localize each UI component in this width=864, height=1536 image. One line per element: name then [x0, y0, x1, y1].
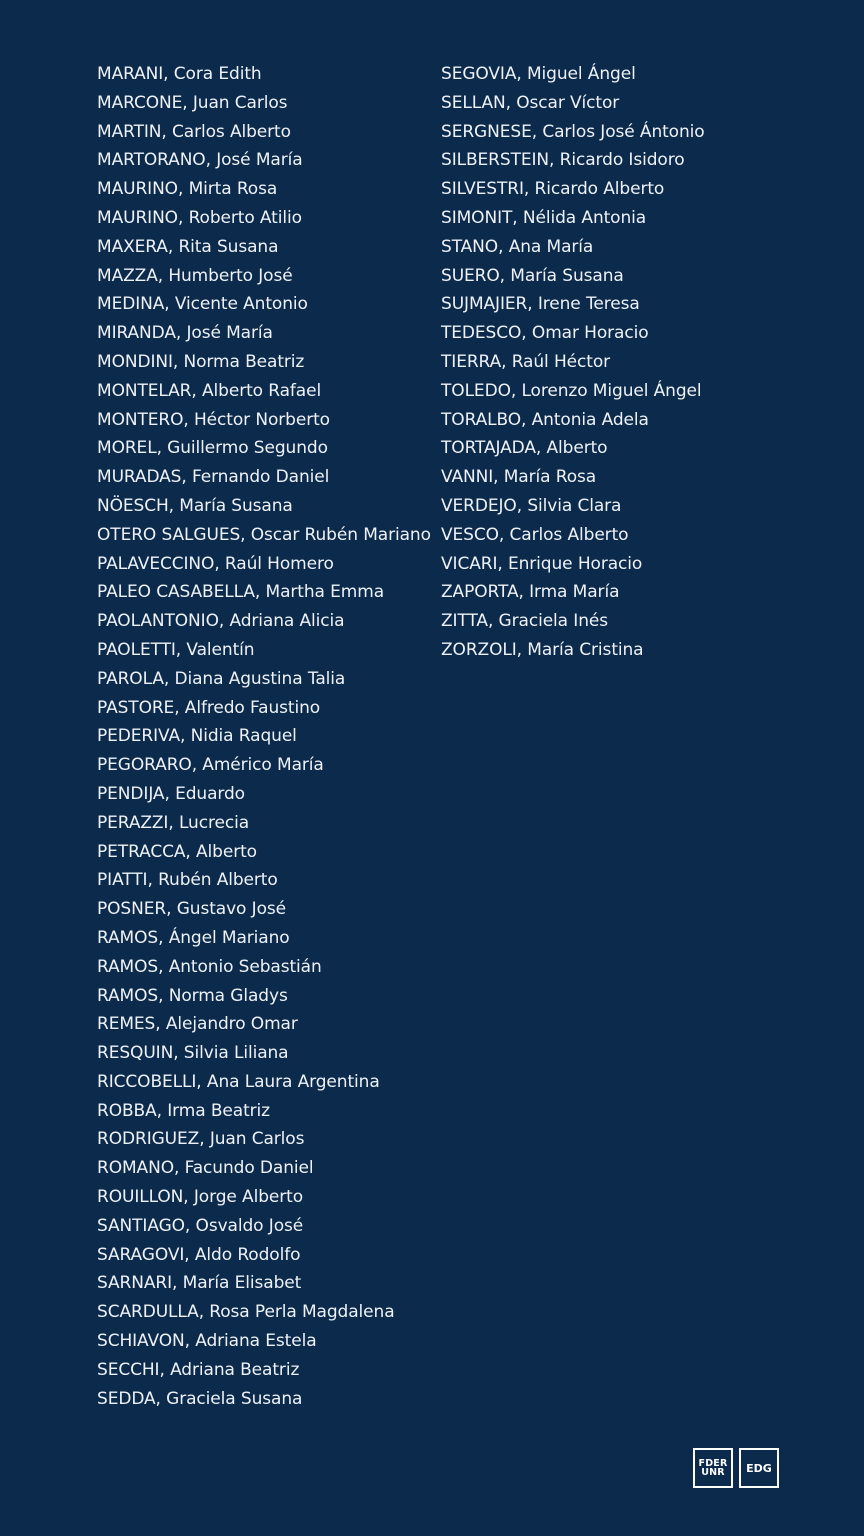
name-entry: ROMANO, Facundo Daniel: [97, 1158, 314, 1179]
name-entry: MAZZA, Humberto José: [97, 265, 293, 286]
name-entry: MURADAS, Fernando Daniel: [97, 467, 330, 488]
name-entry: SILBERSTEIN, Ricardo Isidoro: [441, 150, 685, 171]
name-entry: RESQUIN, Silvia Liliana: [97, 1043, 289, 1064]
name-entry: PIATTI, Rubén Alberto: [97, 870, 278, 891]
name-entry: TOLEDO, Lorenzo Miguel Ángel: [441, 380, 702, 401]
name-entry: MAURINO, Mirta Rosa: [97, 179, 278, 200]
fder-logo-line1: FDER: [698, 1457, 728, 1469]
name-entry: OTERO SALGUES, Oscar Rubén Mariano: [97, 524, 431, 545]
name-entry: SCARDULLA, Rosa Perla Magdalena: [97, 1302, 395, 1323]
name-entry: VERDEJO, Silvia Clara: [441, 495, 622, 516]
name-entry: MONDINI, Norma Beatriz: [97, 351, 305, 372]
name-entry: RICCOBELLI, Ana Laura Argentina: [97, 1071, 380, 1092]
name-entry: MARANI, Cora Edith: [97, 64, 262, 84]
name-entry: SCHIAVON, Adriana Estela: [97, 1331, 317, 1352]
name-entry: ROBBA, Irma Beatriz: [97, 1100, 270, 1121]
name-entry: SARNARI, María Elisabet: [97, 1273, 302, 1294]
name-entry: RAMOS, Norma Gladys: [97, 985, 288, 1006]
name-entry: SECCHI, Adriana Beatriz: [97, 1359, 300, 1380]
name-entry: SARAGOVI, Aldo Rodolfo: [97, 1244, 301, 1265]
name-entry: TEDESCO, Omar Horacio: [441, 323, 649, 344]
name-entry: SANTIAGO, Osvaldo José: [97, 1215, 304, 1236]
name-entry: MARTORANO, José María: [97, 150, 303, 171]
name-entry: TORALBO, Antonia Adela: [441, 409, 649, 430]
name-entry: PALAVECCINO, Raúl Homero: [97, 553, 334, 574]
name-entry: MONTERO, Héctor Norberto: [97, 409, 330, 430]
name-entry: ZITTA, Graciela Inés: [441, 611, 609, 632]
name-entry: REMES, Alejandro Omar: [97, 1014, 298, 1035]
name-entry: ZORZOLI, María Cristina: [441, 639, 644, 660]
name-entry: RAMOS, Antonio Sebastián: [97, 956, 322, 977]
name-entry: RODRIGUEZ, Juan Carlos: [97, 1129, 305, 1150]
name-entry: PEGORARO, Américo María: [97, 755, 324, 776]
name-entry: SEDDA, Graciela Susana: [97, 1388, 303, 1409]
name-entry: PETRACCA, Alberto: [97, 841, 257, 862]
name-entry: PEDERIVA, Nidia Raquel: [97, 726, 297, 747]
name-entry: SUERO, María Susana: [441, 265, 624, 286]
footer-logos: [693, 1448, 779, 1488]
name-entry: MARTIN, Carlos Alberto: [97, 121, 291, 142]
name-entry: SUJMAJIER, Irene Teresa: [441, 294, 640, 315]
name-entry: PASTORE, Alfredo Faustino: [97, 697, 321, 718]
name-entry: POSNER, Gustavo José: [97, 899, 286, 920]
name-entry: NÖESCH, María Susana: [97, 495, 293, 516]
name-entry: TIERRA, Raúl Héctor: [441, 351, 611, 372]
name-entry: VANNI, María Rosa: [441, 467, 597, 488]
name-entry: SILVESTRI, Ricardo Alberto: [441, 179, 665, 200]
name-entry: PENDIJA, Eduardo: [97, 783, 245, 804]
name-entry: RAMOS, Ángel Mariano: [97, 927, 290, 948]
name-entry: PALEO CASABELLA, Martha Emma: [97, 582, 385, 603]
name-entry: STANO, Ana María: [441, 236, 594, 257]
edg-logo-text: EDG: [746, 1461, 772, 1475]
name-entry: SERGNESE, Carlos José Ántonio: [441, 121, 705, 142]
name-entry: PAOLANTONIO, Adriana Alicia: [97, 611, 345, 632]
name-entry: TORTAJADA, Alberto: [441, 438, 608, 459]
name-entry: VICARI, Enrique Horacio: [441, 553, 643, 574]
name-entry: SIMONIT, Nélida Antonia: [441, 207, 647, 228]
name-entry: ZAPORTA, Irma María: [441, 582, 620, 603]
name-entry: MONTELAR, Alberto Rafael: [97, 380, 322, 401]
name-entry: MIRANDA, José María: [97, 323, 273, 344]
name-entry: PAROLA, Diana Agustina Talia: [97, 668, 346, 689]
name-entry: PAOLETTI, Valentín: [97, 639, 255, 660]
name-entry: SEGOVIA, Miguel Ángel: [441, 64, 636, 84]
fder-logo-line2: UNR: [701, 1467, 725, 1478]
name-entry: PERAZZI, Lucrecia: [97, 812, 250, 833]
name-entry: MOREL, Guillermo Segundo: [97, 438, 328, 459]
names-column-left: [97, 60, 431, 1413]
name-entry: MAURINO, Roberto Atilio: [97, 207, 302, 228]
name-entry: MARCONE, Juan Carlos: [97, 92, 288, 113]
names-column-right: [441, 60, 705, 665]
name-entry: MAXERA, Rita Susana: [97, 236, 279, 257]
fder-unr-logo: [693, 1448, 733, 1488]
name-entry: ROUILLON, Jorge Alberto: [97, 1187, 304, 1208]
name-entry: MEDINA, Vicente Antonio: [97, 294, 308, 315]
edg-logo: [739, 1448, 779, 1488]
name-entry: SELLAN, Oscar Víctor: [441, 92, 620, 113]
name-entry: VESCO, Carlos Alberto: [441, 524, 629, 545]
